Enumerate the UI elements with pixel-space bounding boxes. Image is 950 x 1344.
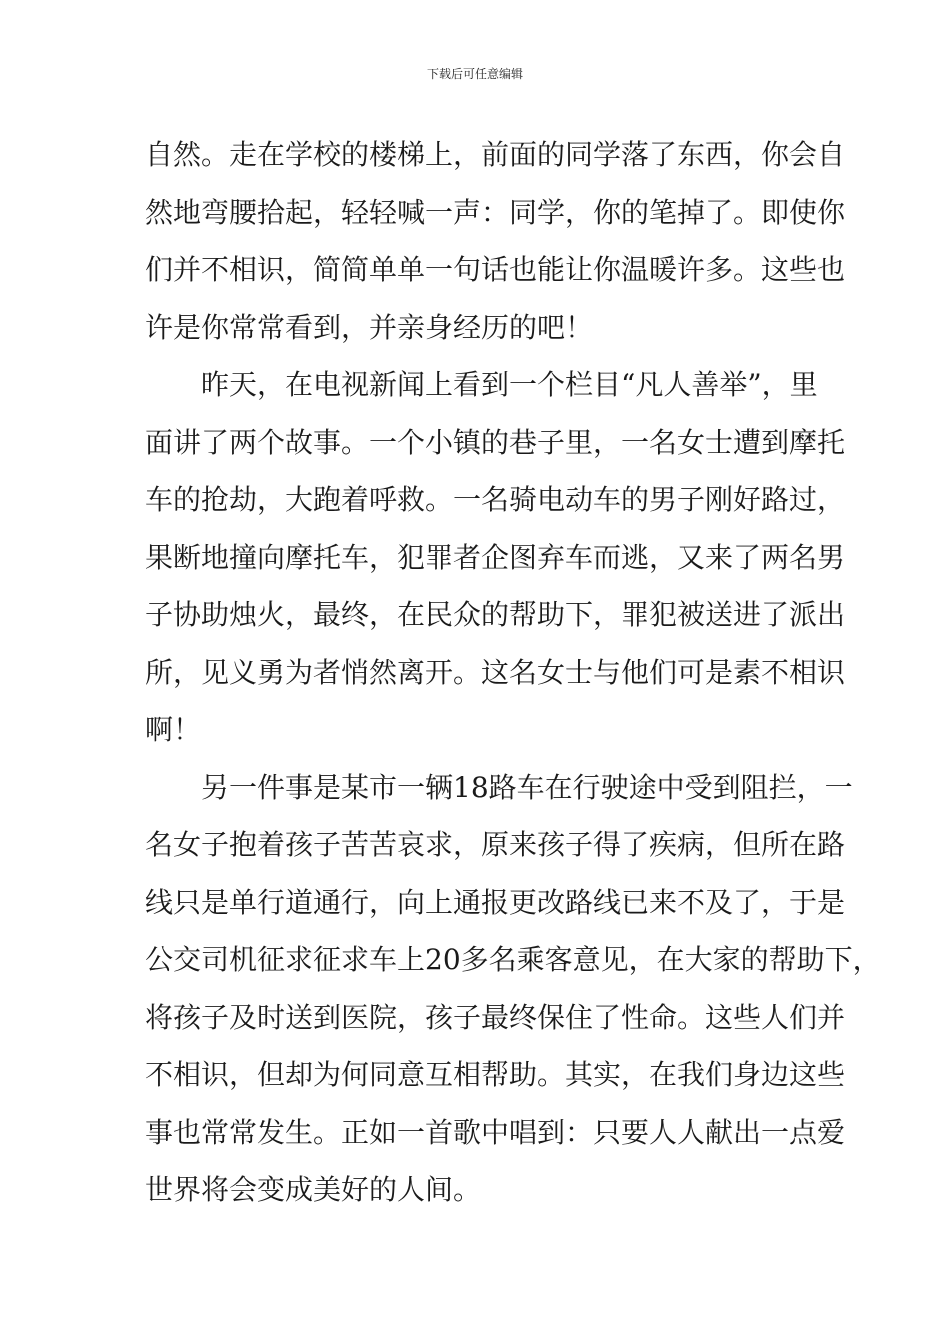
text-line: 另一件事是某市一辆18路车在行驶途中受到阻拦，一 (201, 770, 853, 804)
text-line: 所，见义勇为者悄然离开。这名女士与他们可是素不相识 (145, 655, 846, 689)
page-header: 下载后可任意编辑 (426, 67, 523, 81)
text-line: 昨天，在电视新闻上看到一个栏目“凡人善举”，里 (201, 368, 818, 401)
text-line: 自然。走在学校的楼梯上，前面的同学落了东西，你会自 (145, 138, 846, 171)
text-line: 事也常常发生。正如一首歌中唱到：只要人人献出一点爱 (145, 1115, 846, 1149)
text-line: 啊！ (145, 713, 202, 746)
text-line: 面讲了两个故事。一个小镇的巷子里，一名女士遭到摩托 (145, 425, 846, 459)
text-line: 将孩子及时送到医院，孩子最终保住了性命。这些人们并 (145, 1000, 846, 1034)
text-line: 车的抢劫，大跑着呼救。一名骑电动车的男子刚好路过， (145, 483, 846, 516)
text-line: 世界将会变成美好的人间。 (145, 1173, 482, 1206)
text-line: 们并不相识，简简单单一句话也能让你温暖许多。这些也 (145, 253, 846, 286)
text-line: 果断地撞向摩托车，犯罪者企图弃车而逃，又来了两名男 (145, 540, 846, 574)
text-line: 公交司机征求征求车上20多名乘客意见，在大家的帮助下， (145, 943, 881, 976)
text-line: 许是你常常看到，并亲身经历的吧！ (145, 310, 594, 344)
text-line: 然地弯腰拾起，轻轻喊一声：同学，你的笔掉了。即使你 (145, 195, 846, 229)
text-line: 线只是单行道通行，向上通报更改路线已来不及了，于是 (145, 885, 846, 919)
text-line: 名女子抱着孩子苦苦哀求，原来孩子得了疾病，但所在路 (145, 828, 846, 861)
text-line: 不相识，但却为何同意互相帮助。其实，在我们身边这些 (145, 1058, 846, 1091)
text-line: 子协助烛火，最终，在民众的帮助下，罪犯被送进了派出 (145, 598, 846, 631)
document-body (145, 126, 881, 1219)
